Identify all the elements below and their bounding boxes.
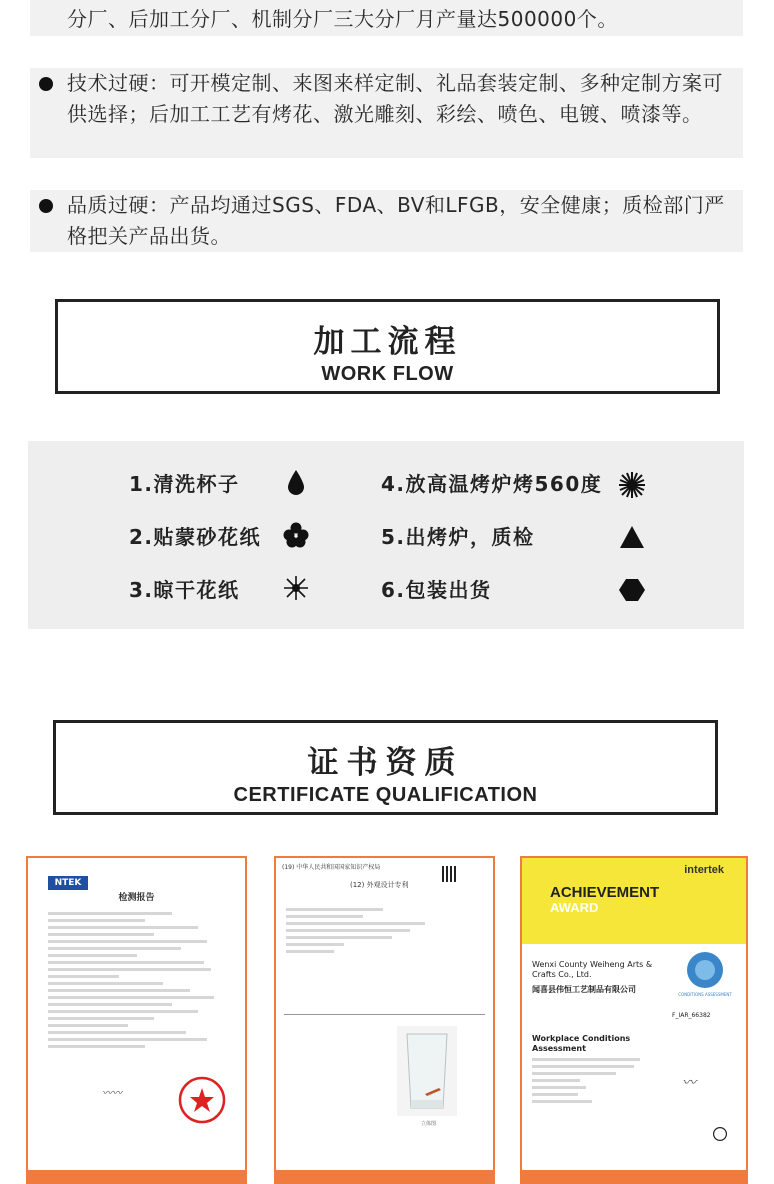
award-company-cn: 闻喜县伟恒工艺制品有限公司 bbox=[532, 985, 636, 994]
glass-image bbox=[396, 1026, 458, 1116]
water-drop-icon bbox=[282, 468, 310, 496]
test-report-body bbox=[48, 908, 225, 1052]
feature-capacity-text: 分厂、后加工分厂、机制分厂三大分厂月产量达500000个。 bbox=[67, 7, 618, 31]
workflow-step-6: 6.包装出货 bbox=[381, 578, 492, 602]
inspection-stamp bbox=[177, 1075, 227, 1125]
patent-divider bbox=[284, 1014, 485, 1015]
certificate-intertek-award bbox=[520, 856, 748, 1184]
workflow-title-en: WORK FLOW bbox=[321, 363, 454, 385]
bullet-icon bbox=[39, 77, 53, 91]
certificate-bottom-bar bbox=[276, 1170, 493, 1182]
workflow-step-3: 3.晾干花纸 bbox=[129, 578, 240, 602]
feature-technology-text: 技术过硬：可开模定制、来图来样定制、礼品套装定制、多种定制方案可供选择；后加工工艺有烤花、激光雕刻、彩绘、喷色、电镀、喷漆等。 bbox=[67, 71, 723, 126]
certificate-bottom-bar bbox=[28, 1170, 245, 1182]
award-title-line1: ACHIEVEMENT bbox=[550, 884, 660, 901]
registration-number: F_IAR_66382 bbox=[672, 1012, 711, 1019]
clover-icon bbox=[282, 521, 310, 549]
certificate-title-cn: 证书资质 bbox=[307, 745, 464, 781]
workflow-step-4: 4.放高温烤炉烤560度 bbox=[381, 472, 603, 496]
workflow-step-5: 5.出烤炉，质检 bbox=[381, 525, 535, 549]
bullet-icon bbox=[39, 199, 53, 213]
conditions-badge-label: CONDITIONS ASSESSMENT bbox=[678, 992, 732, 997]
certificate-design-patent bbox=[274, 856, 495, 1184]
award-title-line2: AWARD bbox=[550, 900, 599, 915]
workflow-step-1: 1.清洗杯子 bbox=[129, 472, 240, 496]
sunburst-icon bbox=[618, 471, 646, 499]
ntek-logo: NTEK bbox=[48, 876, 88, 890]
patent-header: (19) 中华人民共和国国家知识产权局 bbox=[282, 864, 381, 871]
feature-quality-text: 品质过硬：产品均通过SGS、FDA、BV和LFGB，安全健康；质检部门严格把关产品出货。 bbox=[67, 193, 725, 248]
intertek-bottom-icon bbox=[712, 1126, 728, 1142]
feature-block-capacity bbox=[30, 0, 743, 36]
award-section: Workplace Conditions Assessment bbox=[532, 1034, 631, 1053]
test-report-title: 检测报告 bbox=[118, 893, 155, 903]
award-signature: 〰 bbox=[682, 1075, 696, 1091]
conditions-badge-icon bbox=[685, 950, 725, 990]
triangle-icon bbox=[618, 523, 646, 551]
intertek-logo: intertek bbox=[684, 864, 724, 876]
workflow-step-2: 2.贴蒙砂花纸 bbox=[129, 525, 262, 549]
hexagon-icon bbox=[618, 576, 646, 604]
signature: 〰〰 bbox=[102, 1088, 122, 1099]
certificate-heading bbox=[53, 720, 718, 815]
certificate-test-report bbox=[26, 856, 247, 1184]
workflow-title-cn: 加工流程 bbox=[313, 324, 462, 360]
workflow-panel bbox=[28, 441, 744, 629]
award-company-en: Wenxi County Weiheng Arts & Crafts Co., Ltd. bbox=[532, 960, 653, 979]
qr-code-icon bbox=[442, 866, 458, 882]
certificate-bottom-bar bbox=[522, 1170, 746, 1182]
sun-icon bbox=[282, 574, 310, 602]
patent-body bbox=[286, 904, 479, 957]
certificate-title-en: CERTIFICATE QUALIFICATION bbox=[233, 784, 538, 806]
award-body bbox=[532, 1054, 652, 1107]
patent-caption: 立体图 bbox=[421, 1121, 437, 1127]
patent-title: (12) 外观设计专利 bbox=[350, 881, 409, 889]
feature-block-technology bbox=[30, 68, 743, 158]
feature-block-quality bbox=[30, 190, 743, 252]
workflow-heading bbox=[55, 299, 720, 394]
